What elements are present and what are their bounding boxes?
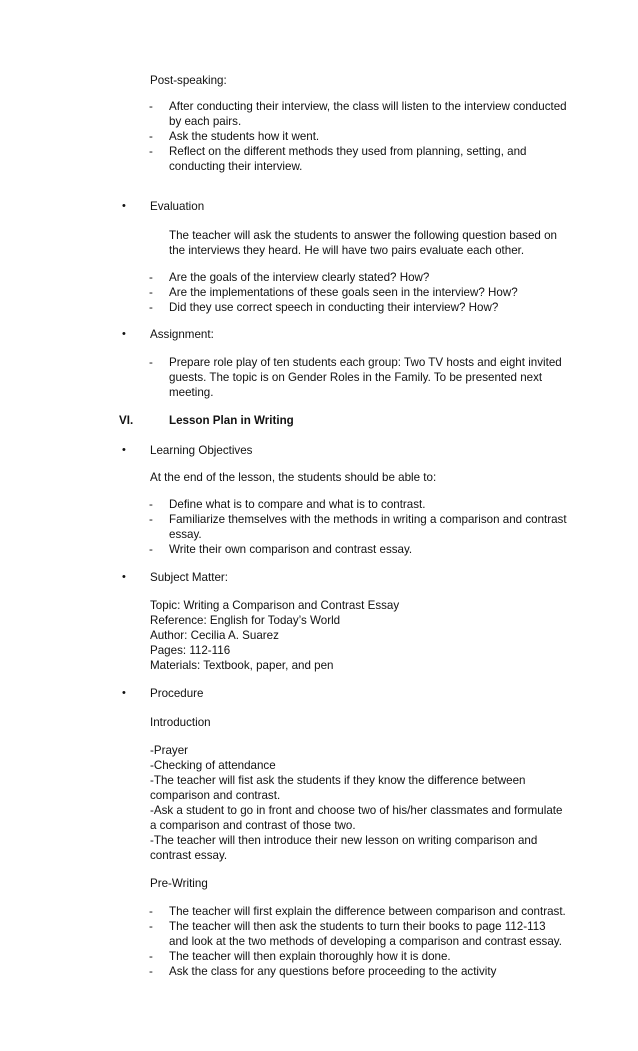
learning-objectives-heading: Learning Objectives — [150, 444, 253, 457]
post-speaking-heading: Post-speaking: — [150, 74, 227, 87]
pre-writing-item-2-line-1: The teacher will then ask the students to turn their books to page 112-113 — [169, 920, 546, 933]
dash-marker: - — [149, 356, 153, 369]
bullet-icon: • — [122, 571, 126, 583]
section-title: Lesson Plan in Writing — [169, 414, 294, 427]
dash-marker: - — [149, 130, 153, 143]
post-speaking-item-3-line-1: Reflect on the different methods they used from planning, setting, and — [169, 145, 527, 158]
introduction-label: Introduction — [150, 716, 211, 729]
dash-marker: - — [149, 286, 153, 299]
introduction-line: -Prayer — [150, 744, 189, 757]
pre-writing-item-1: The teacher will first explain the difference between comparison and contrast. — [169, 905, 566, 918]
dash-marker: - — [149, 920, 153, 933]
post-speaking-item-1-line-1: After conducting their interview, the class will listen to the interview conducted — [169, 100, 567, 113]
subject-pages: Pages: 112-116 — [150, 644, 231, 657]
introduction-line: -The teacher will then introduce their new lesson on writing comparison and — [150, 834, 538, 847]
dash-marker: - — [149, 271, 153, 284]
evaluation-paragraph-line-2: the interviews they heard. He will have two pairs evaluate each other. — [169, 244, 525, 257]
introduction-line: -Ask a student to go in front and choose two of his/her classmates and formulate — [150, 804, 563, 817]
section-number: VI. — [119, 414, 134, 427]
assignment-item-line-1: Prepare role play of ten students each group: Two TV hosts and eight invited — [169, 356, 562, 369]
evaluation-heading: Evaluation — [150, 200, 205, 213]
objective-3: Write their own comparison and contrast essay. — [169, 543, 413, 556]
procedure-heading: Procedure — [150, 687, 204, 700]
dash-marker: - — [149, 100, 153, 113]
post-speaking-item-2: Ask the students how it went. — [169, 130, 320, 143]
bullet-icon: • — [122, 328, 126, 340]
dash-marker: - — [149, 145, 153, 158]
evaluation-paragraph-line-1: The teacher will ask the students to answer the following question based on — [169, 229, 557, 242]
dash-marker: - — [149, 543, 153, 556]
introduction-line: comparison and contrast. — [150, 789, 281, 802]
bullet-icon: • — [122, 687, 126, 699]
post-speaking-item-1-line-2: by each pairs. — [169, 115, 242, 128]
dash-marker: - — [149, 513, 153, 526]
objective-2-line-1: Familiarize themselves with the methods in writing a comparison and contrast — [169, 513, 567, 526]
introduction-line: contrast essay. — [150, 849, 228, 862]
assignment-item-line-2: guests. The topic is on Gender Roles in the Family. To be presented next — [169, 371, 543, 384]
assignment-item-line-3: meeting. — [169, 386, 214, 399]
post-speaking-item-3-line-2: conducting their interview. — [169, 160, 303, 173]
learning-objectives-intro: At the end of the lesson, the students should be able to: — [150, 471, 437, 484]
evaluation-question-3: Did they use correct speech in conducting their interview? How? — [169, 301, 499, 314]
dash-marker: - — [149, 965, 153, 978]
subject-matter-heading: Subject Matter: — [150, 571, 228, 584]
dash-marker: - — [149, 950, 153, 963]
evaluation-question-2: Are the implementations of these goals seen in the interview? How? — [169, 286, 518, 299]
subject-author: Author: Cecilia A. Suarez — [150, 629, 279, 642]
subject-materials: Materials: Textbook, paper, and pen — [150, 659, 334, 672]
evaluation-question-1: Are the goals of the interview clearly stated? How? — [169, 271, 430, 284]
pre-writing-label: Pre-Writing — [150, 877, 208, 890]
introduction-line: -The teacher will fist ask the students if they know the difference between — [150, 774, 526, 787]
introduction-line: a comparison and contrast of those two. — [150, 819, 356, 832]
bullet-icon: • — [122, 444, 126, 456]
dash-marker: - — [149, 498, 153, 511]
pre-writing-item-4: Ask the class for any questions before proceeding to the activity — [169, 965, 497, 978]
pre-writing-item-2-line-2: and look at the two methods of developing a comparison and contrast essay. — [169, 935, 562, 948]
bullet-icon: • — [122, 200, 126, 212]
dash-marker: - — [149, 301, 153, 314]
introduction-line: -Checking of attendance — [150, 759, 276, 772]
dash-marker: - — [149, 905, 153, 918]
assignment-heading: Assignment: — [150, 328, 214, 341]
pre-writing-item-3: The teacher will then explain thoroughly how it is done. — [169, 950, 451, 963]
objective-2-line-2: essay. — [169, 528, 202, 541]
subject-topic: Topic: Writing a Comparison and Contrast Essay — [150, 599, 400, 612]
objective-1: Define what is to compare and what is to contrast. — [169, 498, 426, 511]
subject-reference: Reference: English for Today’s World — [150, 614, 341, 627]
